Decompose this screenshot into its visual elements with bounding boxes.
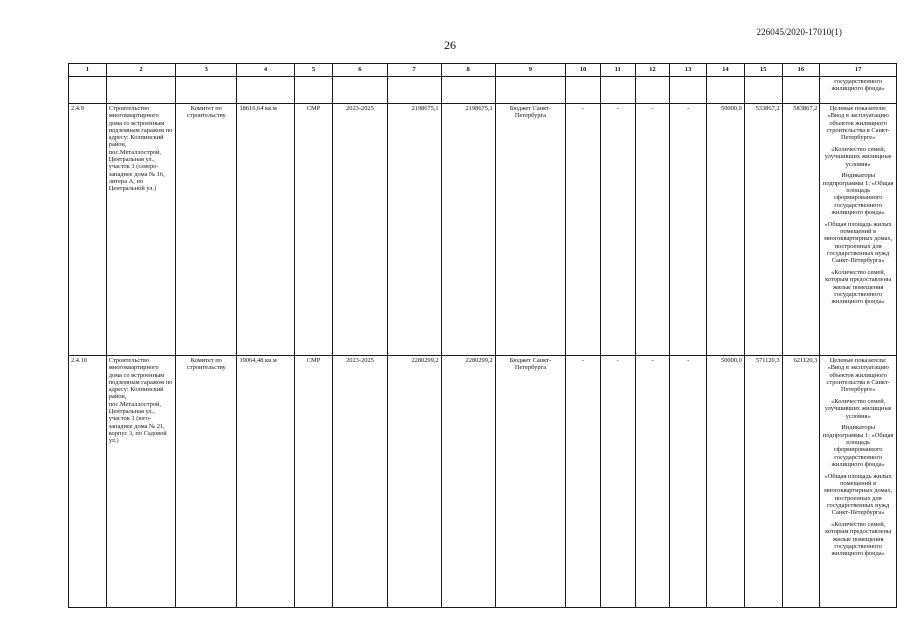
funding-col-10-cell: - xyxy=(566,356,601,608)
column-header-1: 1 xyxy=(69,64,107,77)
estimated-cost-cell: 2280299,2 xyxy=(387,356,441,608)
indicator-paragraph: Целевые показатели: «Ввод в эксплуатацию объектов жилищного строительства в Санкт-Петербурге» xyxy=(826,105,890,142)
indicator-paragraph: «Количество семей, улучшивших жилищные условия» xyxy=(824,145,892,168)
item-number-cell: 2.4.9 xyxy=(69,104,107,356)
funding-col-13-cell: - xyxy=(670,104,707,356)
funding-col-11-cell: - xyxy=(600,104,635,356)
column-header-17: 17 xyxy=(820,64,897,77)
object-area-cell: 18616,64 кв.м xyxy=(237,104,294,356)
funding-col-12-cell: - xyxy=(635,104,670,356)
item-number-cell: 2.4.10 xyxy=(69,356,107,608)
funding-col-16-cell: 621120,3 xyxy=(782,356,820,608)
responsible-agency-cell xyxy=(176,77,237,104)
document-number: 226045/2020-17010(1) xyxy=(756,27,842,37)
indicator-paragraph: Индикаторы подпрограммы 1: «Общая площадь сформированного государственного жилищного фонда» xyxy=(822,424,894,468)
completion-period-cell xyxy=(333,77,387,104)
column-header-14: 14 xyxy=(707,64,745,77)
funding-col-16-cell xyxy=(782,77,820,104)
funding-col-15-cell: 571120,3 xyxy=(744,356,782,608)
indicator-paragraph: «Количество семей, улучшивших жилищные условия» xyxy=(824,397,892,420)
column-header-9: 9 xyxy=(495,64,565,77)
page-number: 26 xyxy=(444,38,456,52)
estimated-cost-cell xyxy=(387,77,441,104)
indicator-paragraph: «Общая площадь жилых помещений в многоквартирных домах, построенных для государственных нужд Санкт-Петербурга» xyxy=(824,220,893,265)
column-header-15: 15 xyxy=(744,64,782,77)
funding-col-13-cell: - xyxy=(670,356,707,608)
column-header-5: 5 xyxy=(294,64,333,77)
funding-col-14-cell xyxy=(707,77,745,104)
indicator-paragraph: «Количество семей, которым предоставлены жилые помещения государственного жилищного фонда» xyxy=(825,520,892,558)
table-row xyxy=(69,104,897,356)
column-header-6: 6 xyxy=(333,64,387,77)
column-header-3: 3 xyxy=(176,64,237,77)
funding-col-10-cell: - xyxy=(566,104,601,356)
continuation-row xyxy=(69,77,897,104)
table-row xyxy=(69,356,897,608)
column-header-12: 12 xyxy=(635,64,670,77)
target-indicators-cell xyxy=(820,77,897,104)
funding-col-15-cell: 533867,2 xyxy=(744,104,782,356)
column-header-4: 4 xyxy=(237,64,294,77)
funding-col-14-cell: 50000,0 xyxy=(707,104,745,356)
total-funding-cell: 2198675,1 xyxy=(441,104,495,356)
target-indicators-cell xyxy=(820,104,897,356)
object-area-cell xyxy=(237,77,294,104)
object-description-cell: Строительство многоквартирного дома со встроенным подземным гаражом по адресу: Колпинский район, пос.Металлострой, Центральная ул., участок 1 (юго-западнее дома № 21, корпус 3, по Садовой ул.) xyxy=(106,356,175,608)
work-type-cell: СМР xyxy=(294,356,333,608)
funding-col-15-cell xyxy=(744,77,782,104)
completion-period-cell: 2023-2025 xyxy=(333,356,387,608)
responsible-agency-cell: Комитет по строительству xyxy=(176,356,237,608)
object-area-cell: 19064,48 кв.м xyxy=(237,356,294,608)
total-funding-cell: 2280299,2 xyxy=(441,356,495,608)
funding-source-cell: Бюджет Санкт-Петербурга xyxy=(495,356,565,608)
responsible-agency-cell: Комитет по строительству xyxy=(176,104,237,356)
funding-col-12-cell xyxy=(635,77,670,104)
column-header-2: 2 xyxy=(106,64,175,77)
funding-col-13-cell xyxy=(670,77,707,104)
completion-period-cell: 2023-2025 xyxy=(333,104,387,356)
funding-source-cell: Бюджет Санкт-Петербурга xyxy=(495,104,565,356)
funding-col-11-cell: - xyxy=(600,356,635,608)
column-header-10: 10 xyxy=(566,64,601,77)
table-body xyxy=(69,77,897,608)
table-header xyxy=(69,64,897,77)
funding-col-14-cell: 50000,0 xyxy=(707,356,745,608)
total-funding-cell xyxy=(441,77,495,104)
column-header-16: 16 xyxy=(782,64,820,77)
program-table xyxy=(68,63,897,608)
funding-col-11-cell xyxy=(600,77,635,104)
item-number-cell xyxy=(69,77,107,104)
header-row xyxy=(69,64,897,77)
column-header-11: 11 xyxy=(600,64,635,77)
column-header-13: 13 xyxy=(670,64,707,77)
column-header-7: 7 xyxy=(387,64,441,77)
indicator-paragraph: «Общая площадь жилых помещений в многоквартирных домах, построенных для государственных нужд Санкт-Петербурга» xyxy=(824,472,893,517)
work-type-cell xyxy=(294,77,333,104)
indicator-paragraph: Индикаторы подпрограммы 1: «Общая площадь сформированного государственного жилищного фонда» xyxy=(822,172,894,216)
work-type-cell: СМР xyxy=(294,104,333,356)
indicator-paragraph: «Количество семей, которым предоставлены жилые помещения государственного жилищного фонда» xyxy=(825,268,892,306)
funding-source-cell xyxy=(495,77,565,104)
indicator-paragraph: государственного жилищного фонда» xyxy=(831,78,885,93)
funding-col-16-cell: 583867,2 xyxy=(782,104,820,356)
target-indicators-cell xyxy=(820,356,897,608)
object-description-cell: Строительство многоквартирного дома со встроенным подземным гаражом по адресу: Колпинский район, пос.Металлострой, Центральная ул., участок 1 (северо-западнее дома № 16, литера А, по Центральной ул.) xyxy=(106,104,175,356)
object-description-cell xyxy=(106,77,175,104)
funding-col-10-cell xyxy=(566,77,601,104)
funding-col-12-cell: - xyxy=(635,356,670,608)
column-header-8: 8 xyxy=(441,64,495,77)
indicator-paragraph: Целевые показатели: «Ввод в эксплуатацию объектов жилищного строительства в Санкт-Петербурге» xyxy=(826,357,890,394)
estimated-cost-cell: 2198675,1 xyxy=(387,104,441,356)
